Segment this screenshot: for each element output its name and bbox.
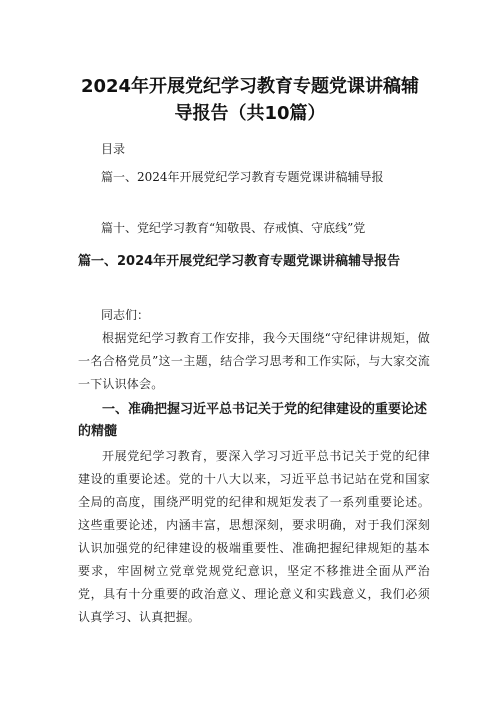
section-heading: 篇一、2024年开展党纪学习教育专题党课讲稿辅导报告 — [78, 254, 401, 269]
toc-item-1[interactable]: 篇一、2024年开展党纪学习教育专题党课讲稿辅导报 — [101, 170, 384, 184]
toc-item-10[interactable]: 篇十、党纪学习教育“知敬畏、存戒慎、守底线”党 — [101, 221, 366, 235]
document-title — [60, 73, 440, 127]
salutation: 同志们： — [101, 308, 150, 322]
title-line-1: 2024年开展党纪学习教育专题党课讲稿辅 — [80, 76, 420, 97]
heading-1: 一、准确把握习近平总书记关于党的纪律建设的重要论述的精髓 — [78, 402, 428, 439]
title-line-2: 导报告（共10篇） — [174, 103, 326, 124]
paragraph-2: 开展党纪学习教育，要深入学习习近平总书记关于党的纪律建设的重要论述。党的十八大以来，习近平总书记站在党和国家全局的高度，围绕严明党的纪律和规矩发表了一系列重要论述。这些重要论述，内涵丰富，思想深刻，要求明确，对于我们深刻认识加强党的纪律建设的极端重要性、准确把握纪律规矩的基本要求，牢固树立党章党规党纪意识，坚定不移推进全面从严治党，具有十分重要的政治意义、理论意义和实践意义，我们必须认真学习、认真把握。 — [78, 449, 430, 624]
paragraph-1: 根据党纪学习教育工作安排，我今天围绕“守纪律讲规矩，做一名合格党员”这一主题，结合学习思考和工作实际，与大家交流一下认识体会。 — [78, 331, 430, 391]
toc-label: 目录 — [101, 142, 126, 156]
